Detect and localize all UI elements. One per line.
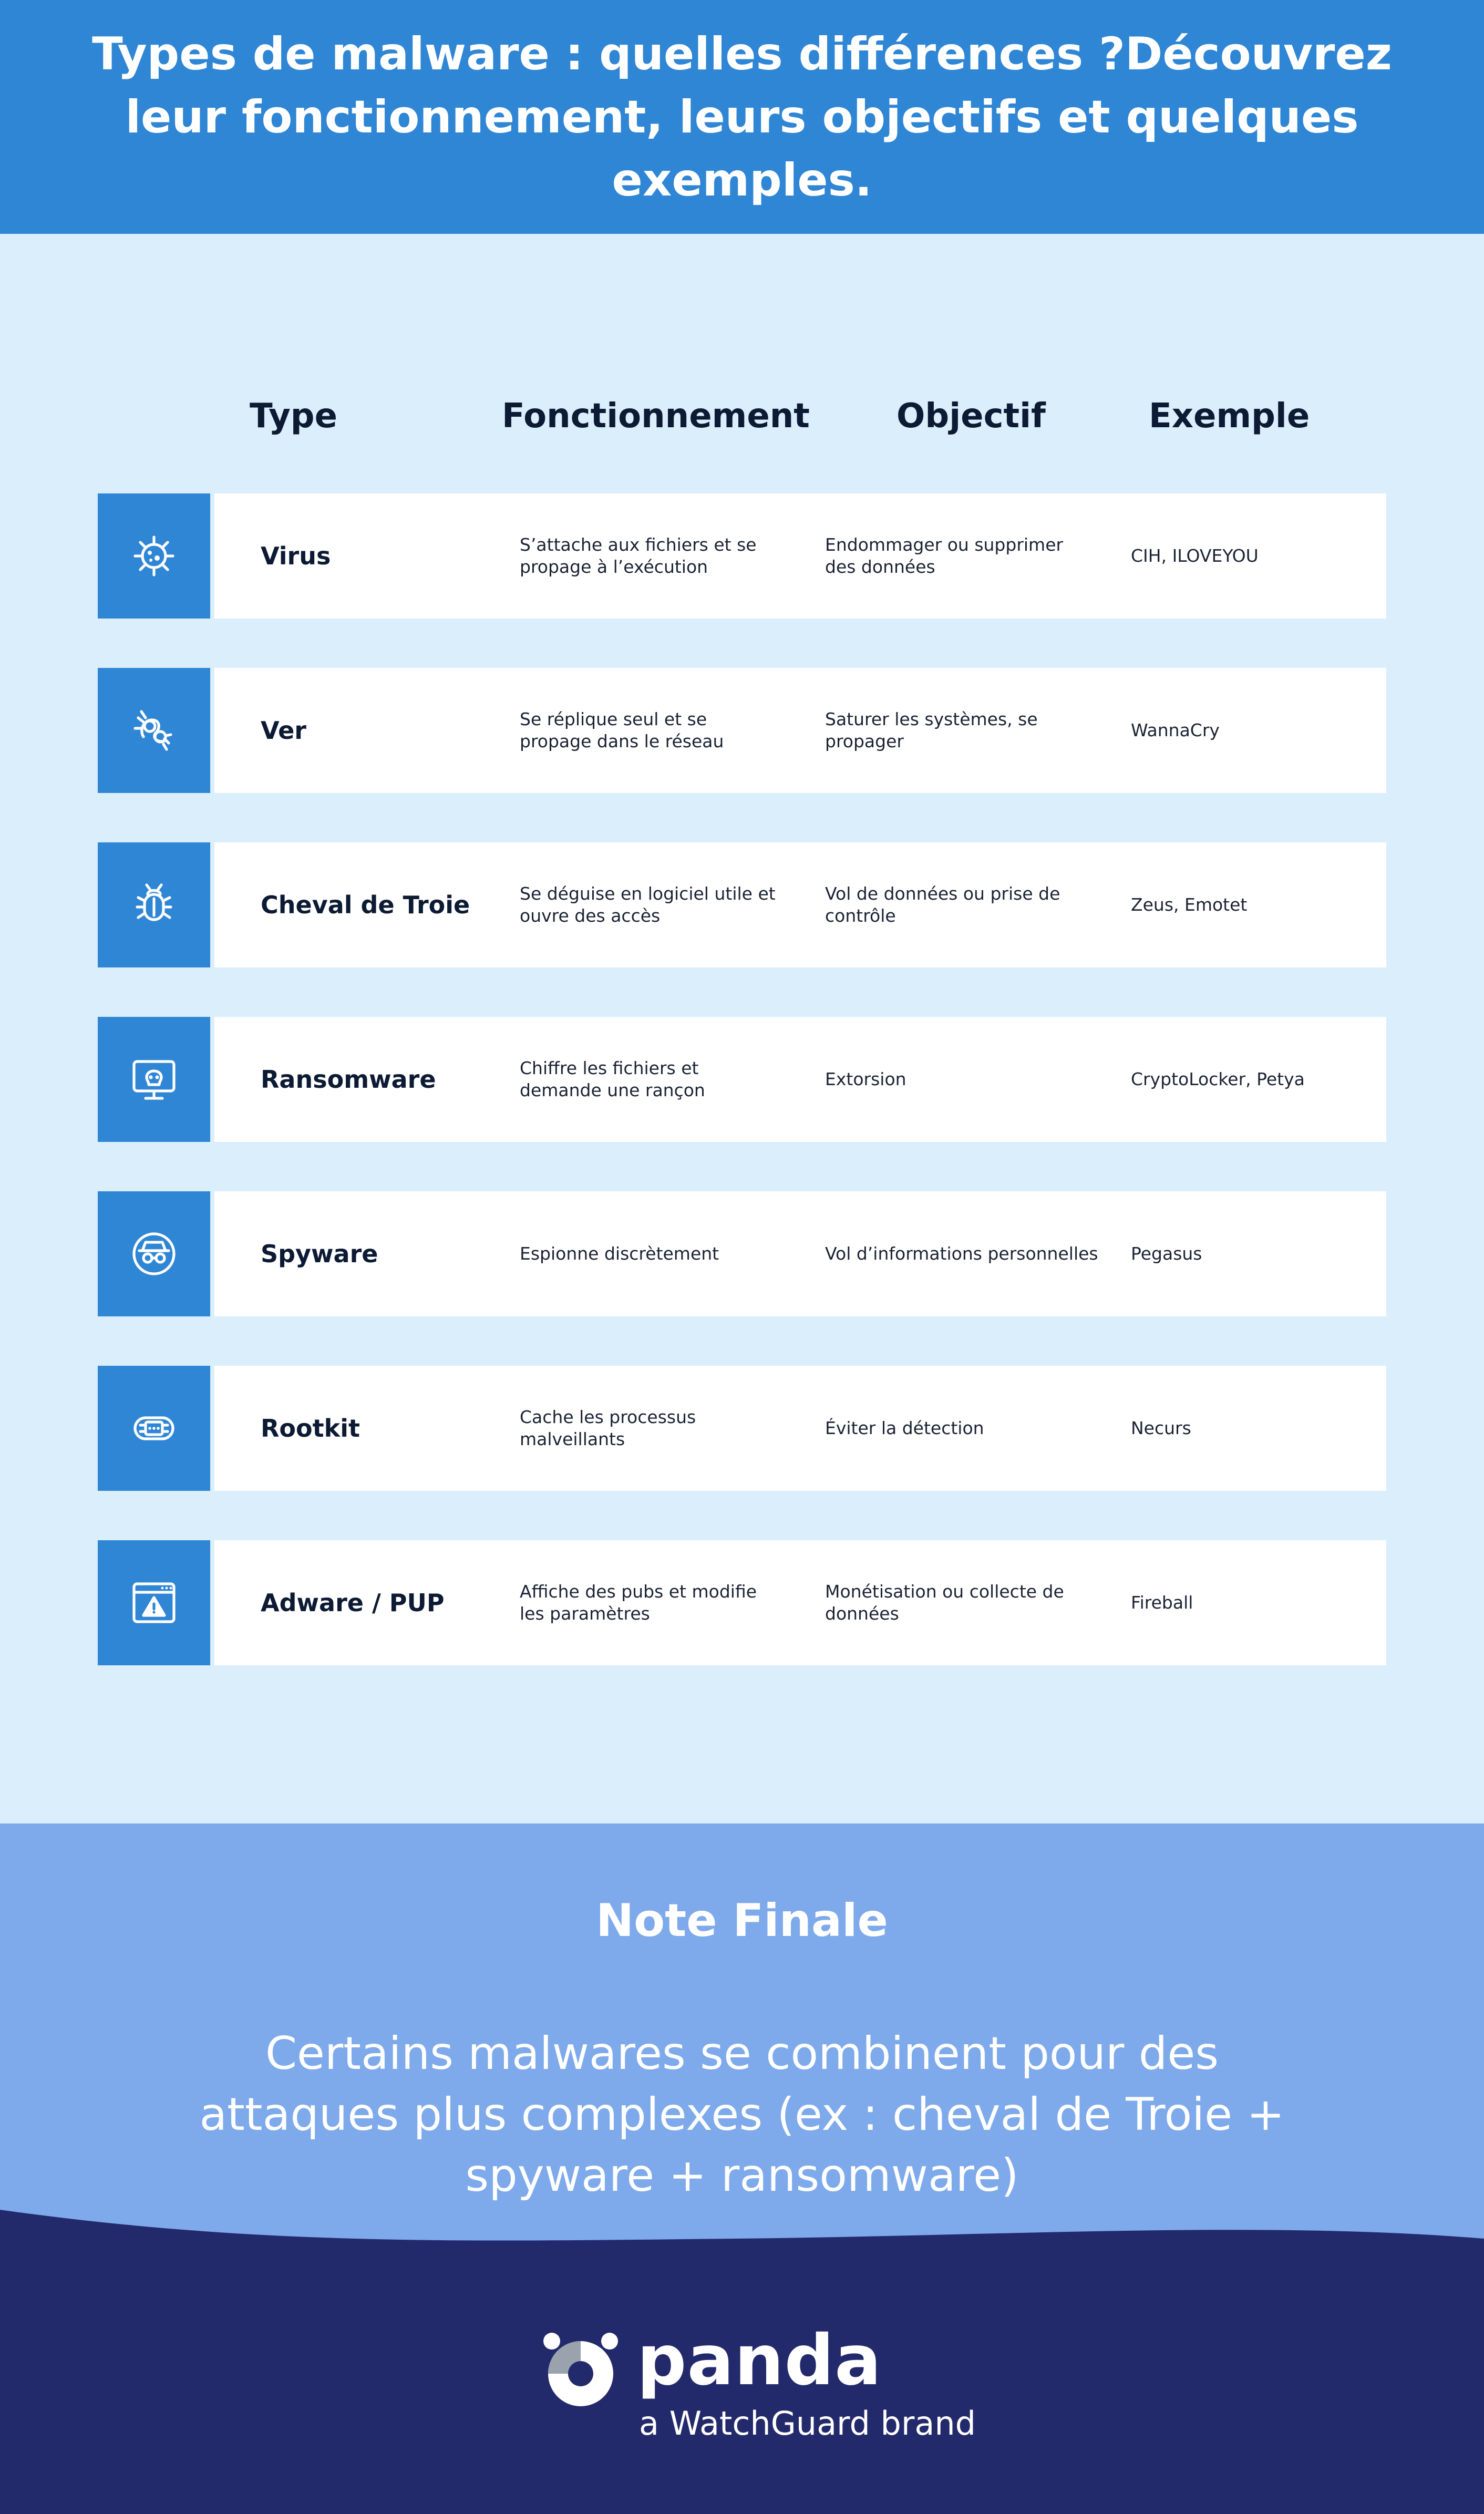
- type-label: Rootkit: [261, 1414, 360, 1443]
- skull-monitor-icon: [129, 1054, 179, 1105]
- objectif-cell: Éviter la détection: [825, 1418, 984, 1438]
- header-banner: [0, 0, 1484, 234]
- fonctionnement-cell: S’attache aux fichiers et se propage à l’exécution: [520, 534, 757, 577]
- chip-icon: [129, 1403, 179, 1454]
- page-title: Types de malware : quelles différences ?Découvrez leur fonctionnement, leurs objectifs et quelques exemples.: [92, 27, 1392, 207]
- exemple-cell: Zeus, Emotet: [1131, 894, 1248, 915]
- exemple-cell: CryptoLocker, Petya: [1131, 1069, 1305, 1089]
- objectif-cell: Saturer les systèmes, se propager: [825, 709, 1038, 751]
- exemple-cell: WannaCry: [1131, 720, 1220, 740]
- column-header-type: Type: [250, 397, 337, 436]
- type-label: Spyware: [261, 1240, 378, 1268]
- type-label: Virus: [261, 542, 331, 570]
- fonctionnement-cell: Espionne discrètement: [520, 1243, 719, 1264]
- type-label: Cheval de Troie: [261, 891, 470, 919]
- row-icon-box: [98, 1366, 210, 1491]
- fonctionnement-cell: Se déguise en logiciel utile et ouvre des accès: [520, 883, 776, 926]
- worm-icon: [129, 705, 179, 756]
- fonctionnement-cell: Cache les processus malveillants: [520, 1407, 696, 1449]
- table-row: [98, 1017, 1386, 1142]
- note-title: Note Finale: [596, 1894, 888, 1947]
- warning-window-icon: [129, 1578, 179, 1628]
- brand-tagline: a WatchGuard brand: [639, 2404, 976, 2443]
- spy-icon: [129, 1229, 179, 1279]
- objectif-cell: Endommager ou supprimer des données: [825, 534, 1064, 577]
- row-icon-box: [98, 1017, 210, 1142]
- note-text: Certains malwares se combinent pour des attaques plus complexes (ex : cheval de Troie + spyware + ransomware): [199, 2027, 1285, 2202]
- table-row: [98, 842, 1386, 967]
- fonctionnement-cell: Se réplique seul et se propage dans le réseau: [520, 709, 724, 751]
- exemple-cell: Pegasus: [1131, 1243, 1202, 1264]
- table-row: [98, 493, 1386, 619]
- malware-table: [0, 234, 1484, 1823]
- objectif-cell: Vol de données ou prise de contrôle: [825, 883, 1060, 926]
- panda-logo: [541, 2320, 976, 2451]
- fonctionnement-cell: Affiche des pubs et modifie les paramètres: [520, 1581, 757, 1624]
- column-header-exemple: Exemple: [1149, 397, 1310, 436]
- type-label: Ransomware: [261, 1065, 436, 1094]
- table-row: [98, 1366, 1386, 1491]
- row-icon-box: [98, 1540, 210, 1665]
- type-label: Adware / PUP: [261, 1589, 445, 1617]
- exemple-cell: Necurs: [1131, 1418, 1191, 1438]
- exemple-cell: Fireball: [1131, 1592, 1193, 1613]
- table-row: [98, 1191, 1386, 1316]
- type-label: Ver: [261, 716, 306, 745]
- table-row: [98, 1540, 1386, 1665]
- objectif-cell: Extorsion: [825, 1069, 906, 1089]
- row-icon-box: [98, 668, 210, 793]
- table-row: [98, 668, 1386, 793]
- row-icon-box: [98, 493, 210, 619]
- column-header-fonctionnement: Fonctionnement: [502, 397, 810, 436]
- row-icon-box: [98, 842, 210, 967]
- bug-icon: [129, 880, 179, 930]
- fonctionnement-cell: Chiffre les fichiers et demande une rançon: [520, 1058, 705, 1100]
- objectif-cell: Monétisation ou collecte de données: [825, 1581, 1064, 1624]
- row-icon-box: [98, 1191, 210, 1316]
- brand-name: panda: [637, 2320, 882, 2401]
- column-header-objectif: Objectif: [896, 397, 1046, 436]
- panda-logo-icon: [541, 2331, 620, 2409]
- virus-icon: [129, 531, 179, 581]
- exemple-cell: CIH, ILOVEYOU: [1131, 545, 1259, 566]
- objectif-cell: Vol d’informations personnelles: [825, 1243, 1098, 1264]
